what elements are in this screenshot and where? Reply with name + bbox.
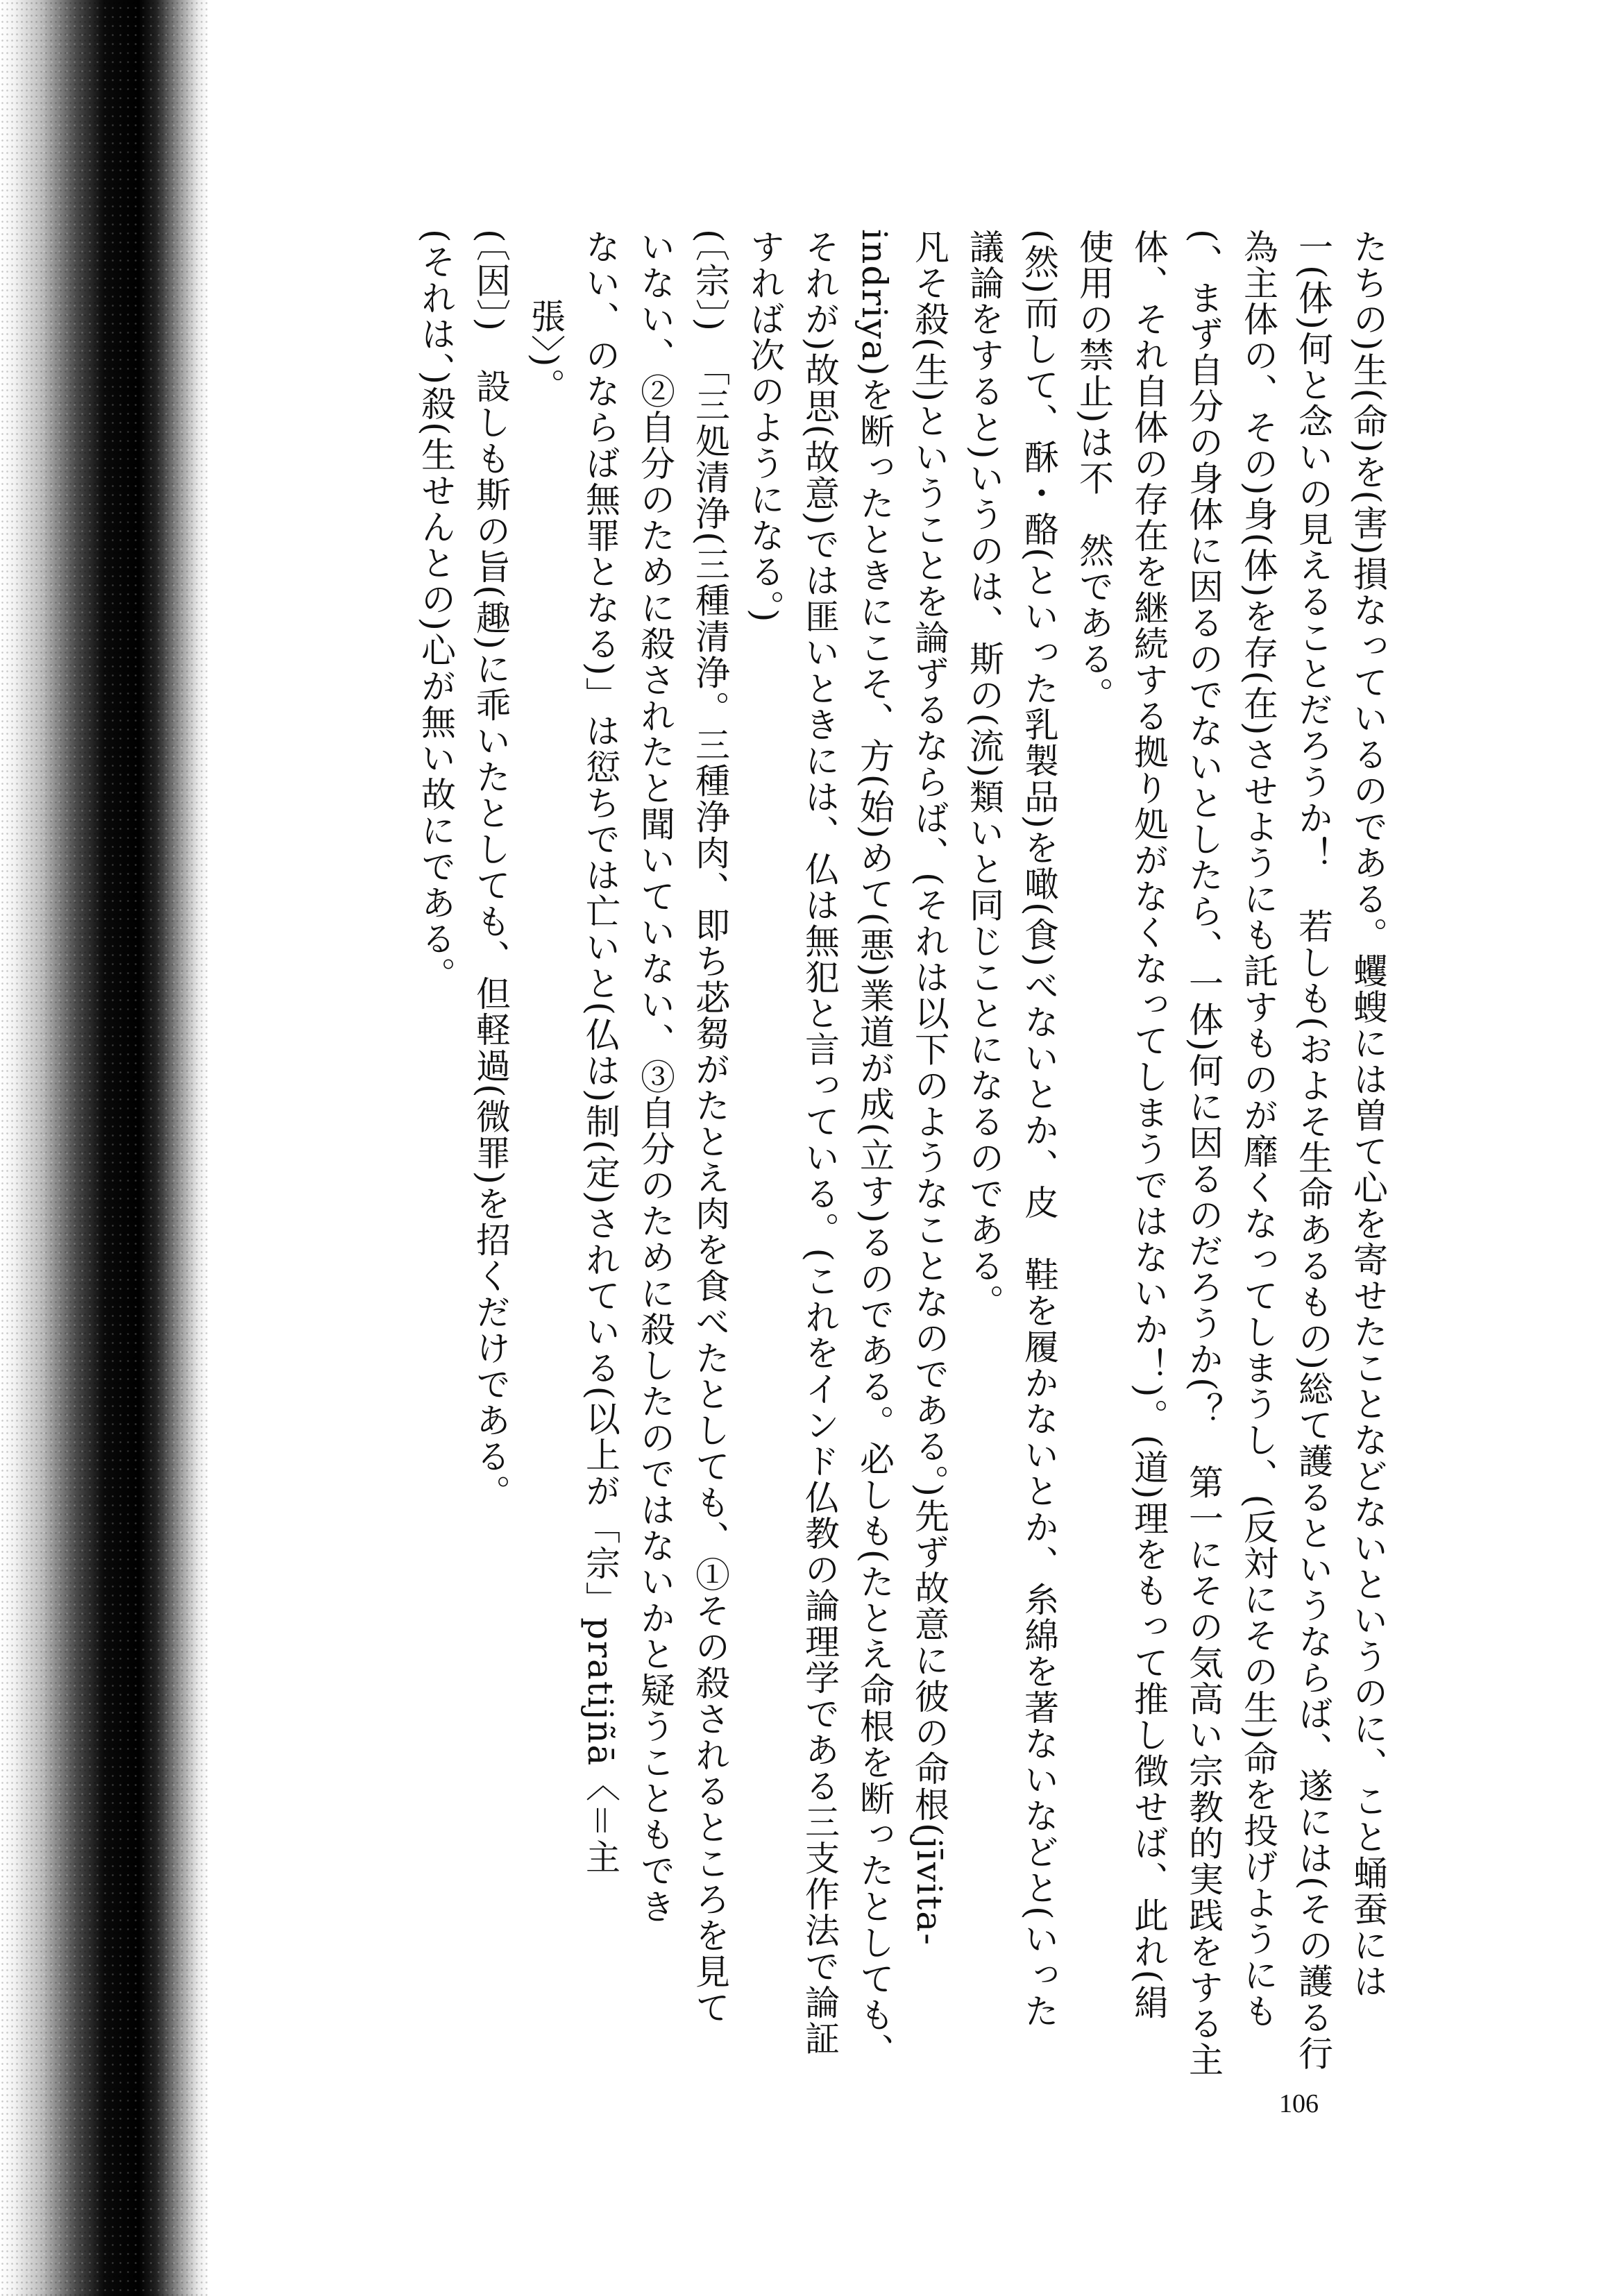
text-line: (それは、)殺(生せんとの)心が無い故にである。 bbox=[416, 229, 456, 994]
text-line: いない、②自分のために殺されたと聞いていない、③自分のために殺したのではないかと疑うこともでき bbox=[635, 229, 675, 1925]
vertical-text-body bbox=[215, 229, 1395, 2078]
text-line: すれば次のようになる。) bbox=[745, 229, 785, 624]
text-line: 使用の禁止)は不 然である。 bbox=[1074, 229, 1114, 713]
text-line: 凡そ殺(生)ということを論ずるならば、(それは以下のようなことなのである。)先ず故意に彼の命根(jīvita- bbox=[909, 229, 949, 1947]
text-line: 一(体)何と念いの見えることだろうか！ 若しも(およそ生命あるもの)総て護るというならば、遂には(その護る行 bbox=[1293, 229, 1333, 2072]
text-line: 議論をすると)いうのは、斯の(流)類いと同じことになるのである。 bbox=[964, 229, 1004, 1320]
text-line: たちの)生(命)を(害)損なっているのである。蠼螋には曽て心を寄せたことなどないというのに、こと蛹蚕には bbox=[1348, 229, 1388, 2000]
binding-speckle bbox=[0, 0, 208, 2296]
text-line: それが)故思(故意)では匪いときには、仏は無犯と言っている。(これをインド仏教の論理学である三支作法で論証 bbox=[800, 229, 840, 2057]
text-line: ない、のならば無罪となる)」は愆ちでは亡いと(仏は)制(定)されている(以上が「宗」pratijñā〈＝主 bbox=[580, 229, 620, 1876]
page-number: 106 bbox=[1279, 2089, 1319, 2118]
text-line: 為主体の、その)身(体)を存(在)させようにも託すものが靡くなってしまうし、(反対にその生)命を投げようにも bbox=[1238, 229, 1278, 2030]
text-line: (然)而して、酥・酪(といった乳製品)を噉(食)べないとか、皮 鞋を履かないとか、糸綿を著ないなどと(いった bbox=[1019, 229, 1059, 2030]
text-line: (〔因〕) 設しも斯の旨(趣)に乖いたとしても、但軽過(微罪)を招くだけである。 bbox=[471, 229, 511, 1511]
text-line: 体、それ自体の存在を継続する拠り処がなくなってしまうではないか！)。(道)理をもって推し徴せば、此れ(絹 bbox=[1128, 229, 1169, 2021]
text-line: (、まず自分の身体に因るのでないとしたら、一体)何に因るのだろうか(？ 第一にその気高い宗教的実践をする主 bbox=[1183, 229, 1224, 2078]
text-line: (〔宗〕) 「三処清浄(三種清浄。三種浄肉、即ち苾芻がたとえ肉を食べたとしても、①その殺されるところを見て bbox=[690, 229, 730, 2026]
text-line: 張〉)。 bbox=[525, 298, 566, 405]
text-line: indriya)を断ったときにこそ、方(始)めて(悪)業道が成(立す)るのである。必しも(たとえ命根を断ったとしても、 bbox=[854, 229, 895, 2070]
